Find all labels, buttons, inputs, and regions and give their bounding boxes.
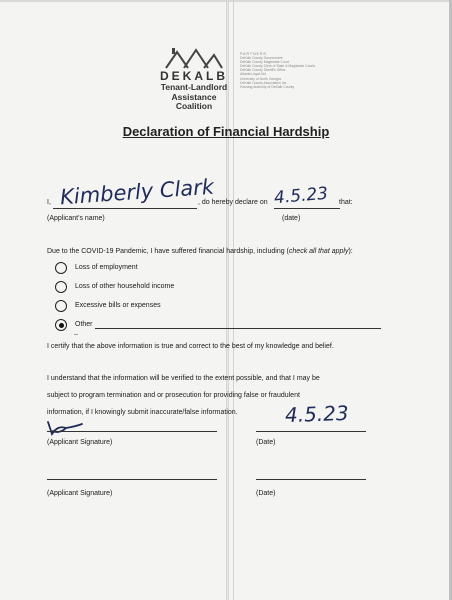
- understand-line-1: I understand that the information will be verified to the extent possible, and that I may be: [47, 375, 320, 382]
- partners-title: PARTNERS: [240, 52, 267, 56]
- date-caption-2: (Date): [256, 490, 276, 497]
- hardship-intro-text: Due to the COVID-19 Pandemic, I have suffered financial hardship, including (: [47, 248, 289, 255]
- declaration-suffix: that:: [339, 199, 353, 206]
- hardship-intro: [47, 248, 353, 255]
- date-line-2: [256, 479, 366, 480]
- partner-item: Atlanta Legal Aid: [240, 72, 266, 77]
- declaration-prefix: I,: [47, 199, 51, 206]
- partner-item: DeKalb County Magistrate Court: [240, 60, 289, 65]
- date-caption: (date): [282, 215, 301, 222]
- radio-selected-dot: [59, 323, 64, 328]
- signature-line-1: [47, 431, 217, 432]
- radio-loss-of-household-income[interactable]: [55, 281, 67, 293]
- logo-org-line2: Tenant-Landlord: [160, 82, 228, 92]
- partner-item: DeKalb County Association Inc.: [240, 80, 288, 85]
- logo-wordmark: [158, 70, 230, 112]
- logo-org-line3: Assistance Coalition: [171, 91, 217, 111]
- declaration-date-handwritten[interactable]: 4.5.23: [273, 183, 329, 209]
- partner-item: Housing Authority of DeKalb County: [240, 84, 295, 89]
- name-caption: (Applicant's name): [47, 215, 105, 222]
- radio-excessive-bills[interactable]: [55, 300, 67, 312]
- option-label: Loss of employment: [75, 264, 138, 271]
- hardship-intro-italic: check all that apply: [288, 248, 349, 255]
- understand-line-3: information, if I knowingly submit inaccurate/false information.: [47, 409, 238, 416]
- certify-statement: I certify that the above information is true and correct to the best of my knowledge and belief.: [47, 343, 334, 350]
- other-line: [95, 328, 381, 329]
- signature-caption-2: (Applicant Signature): [47, 490, 113, 497]
- partners-list: [240, 52, 315, 89]
- signature-caption-1: (Applicant Signature): [47, 439, 113, 446]
- roofline-icon: [164, 46, 224, 70]
- applicant-name-handwritten[interactable]: Kimberly Clark: [59, 174, 215, 210]
- date-line: [274, 208, 340, 209]
- radio-loss-of-employment[interactable]: [55, 262, 67, 274]
- hardship-intro-end: ):: [348, 248, 353, 255]
- option-label: Other: [75, 321, 93, 328]
- signature-line-2: [47, 479, 217, 480]
- understand-line-2: subject to program termination and or prosecution for providing false or fraudulent: [47, 392, 300, 399]
- declaration-mid: , do hereby declare on: [198, 199, 268, 206]
- dekalb-logo: [150, 46, 370, 116]
- partner-item: University of North Georgia: [240, 76, 281, 81]
- partner-item: DeKalb County Government: [240, 56, 283, 61]
- option-label: Excessive bills or expenses: [75, 302, 161, 309]
- radio-other[interactable]: [55, 319, 67, 331]
- document-title: Declaration of Financial Hardship: [122, 124, 330, 139]
- partner-item: DeKalb County Clerk of State & Magistrate Courts: [240, 64, 316, 69]
- logo-org-name: DEKALB: [160, 69, 228, 83]
- signature-date-handwritten[interactable]: 4.5.23: [284, 400, 350, 428]
- option-label: Loss of other household income: [75, 283, 175, 290]
- date-caption-1: (Date): [256, 439, 276, 446]
- partner-item: DeKalb County Sheriff's Office: [240, 68, 286, 73]
- date-line-1: [256, 431, 366, 432]
- other-mark: –: [74, 331, 78, 338]
- applicant-signature-handwritten[interactable]: [44, 414, 84, 436]
